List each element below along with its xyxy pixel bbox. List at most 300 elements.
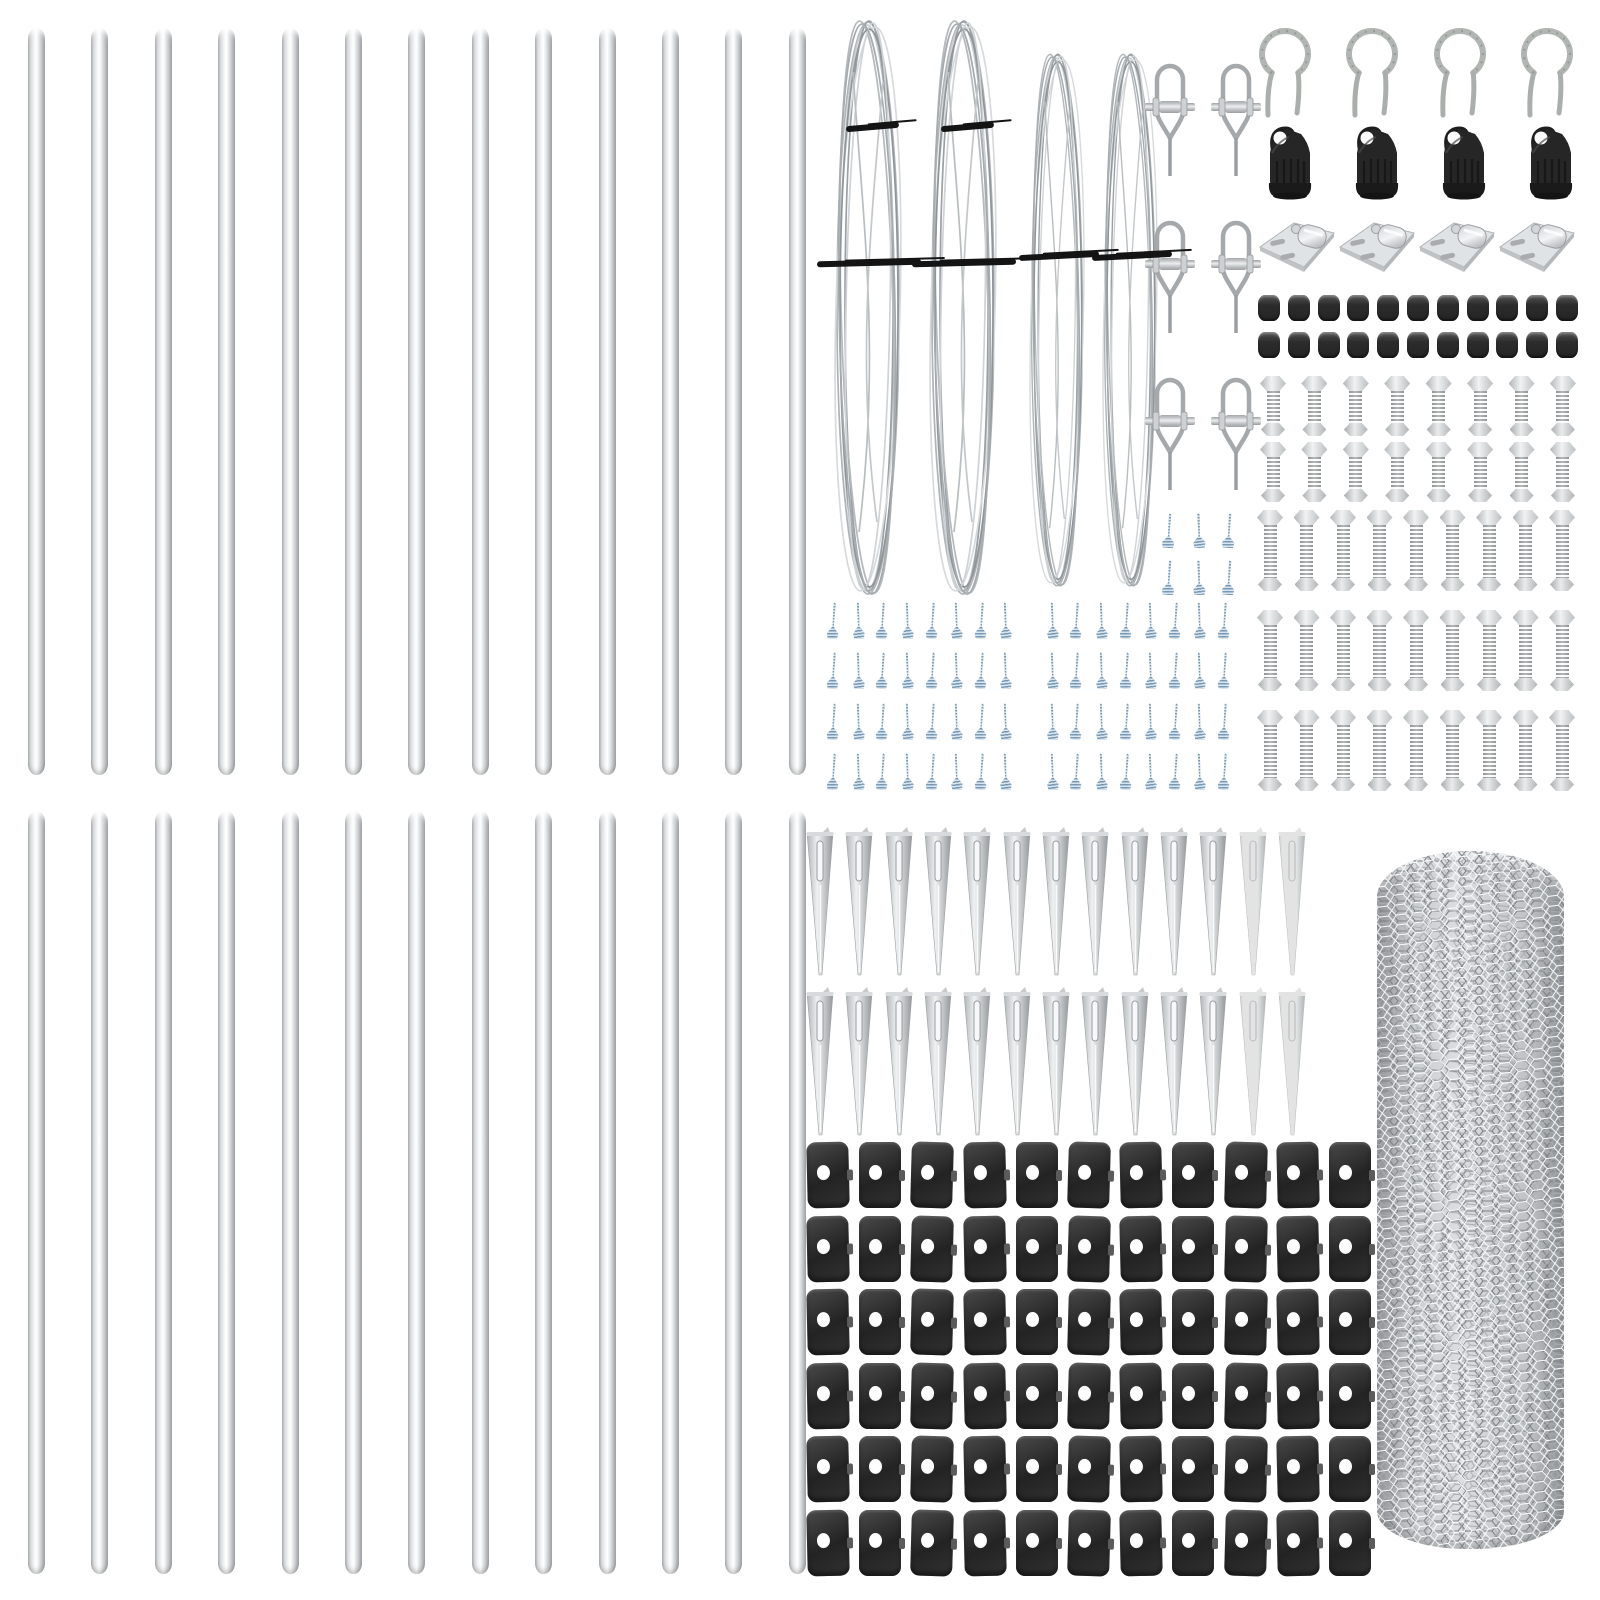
rubber-end-cap xyxy=(1407,332,1429,358)
self-tapping-screw xyxy=(1191,560,1206,595)
self-tapping-screw xyxy=(1143,602,1157,639)
bolt-head xyxy=(1301,376,1327,391)
ground-anchor-spike xyxy=(1002,987,1032,1137)
mesh-fixing-clip xyxy=(1119,1141,1163,1208)
fence-post xyxy=(599,28,616,775)
bolt-head xyxy=(1550,442,1576,457)
hex-bolt xyxy=(1476,610,1502,691)
pigtail-hook xyxy=(1343,28,1401,118)
ground-spike-group-row xyxy=(805,987,1307,1137)
self-tapping-screw xyxy=(1069,702,1085,740)
self-tapping-screw xyxy=(999,602,1013,639)
mesh-fixing-clip xyxy=(1172,1216,1214,1282)
ground-anchor-spike xyxy=(844,987,874,1137)
mesh-fixing-clip xyxy=(1329,1289,1371,1355)
hex-bolt xyxy=(1509,376,1535,436)
ground-anchor-spike xyxy=(805,987,835,1137)
hex-bolt xyxy=(1294,710,1320,791)
bolt-head xyxy=(1509,442,1535,457)
ground-anchor-spike xyxy=(923,987,953,1137)
bolt-head xyxy=(1367,610,1393,625)
mesh-fixing-clip xyxy=(1016,1510,1058,1576)
tension-wire-coil-small-1 xyxy=(1025,46,1089,595)
hex-mesh-texture xyxy=(1377,851,1564,1549)
roller-base-plate xyxy=(1258,217,1336,279)
hex-bolt xyxy=(1330,710,1356,791)
mesh-fixing-clip xyxy=(1224,1215,1268,1282)
fence-post xyxy=(408,28,425,775)
mesh-fixing-clip xyxy=(963,1215,1007,1282)
ground-anchor-spike xyxy=(1120,987,1150,1137)
bolt-nut xyxy=(1331,678,1355,691)
self-tapping-screw xyxy=(1094,602,1108,639)
hex-bolt xyxy=(1367,710,1393,791)
fence-post xyxy=(789,811,806,1574)
bolt-shaft xyxy=(1556,625,1569,678)
bolt-shaft xyxy=(1391,391,1404,423)
ground-anchor-spike xyxy=(805,827,835,977)
wire-tensioner xyxy=(1210,219,1262,337)
mesh-fixing-clip xyxy=(1276,1362,1320,1429)
self-tapping-screw xyxy=(949,702,963,739)
self-tapping-screw xyxy=(924,652,940,690)
hex-bolt xyxy=(1367,510,1393,591)
bolt-nut xyxy=(1331,778,1355,791)
self-tapping-screw xyxy=(1069,602,1085,640)
rubber-end-cap xyxy=(1347,332,1369,358)
mesh-fixing-clip xyxy=(859,1363,901,1429)
tension-wire-coil-large-1 xyxy=(829,12,907,604)
mesh-fixing-clip xyxy=(806,1215,850,1282)
hex-bolt xyxy=(1509,442,1535,502)
self-tapping-screw xyxy=(826,602,842,640)
rubber-end-cap xyxy=(1288,295,1310,321)
roller-base-plate xyxy=(1498,217,1576,279)
self-tapping-screw xyxy=(949,652,963,689)
bolt-head xyxy=(1330,610,1356,625)
self-tapping-screw xyxy=(1094,652,1108,689)
bolt-nut xyxy=(1468,489,1492,502)
bolt-shaft xyxy=(1483,725,1496,778)
bolt-nut xyxy=(1477,578,1501,591)
bolt-head xyxy=(1343,442,1369,457)
mesh-fixing-clip xyxy=(1329,1216,1371,1282)
hex-bolt xyxy=(1550,442,1576,502)
self-tapping-screw xyxy=(1118,652,1134,690)
bolt-nut xyxy=(1477,778,1501,791)
bolt-nut xyxy=(1385,489,1409,502)
bolt-nut xyxy=(1368,678,1392,691)
hex-bolt xyxy=(1367,610,1393,691)
bolt-shaft xyxy=(1264,725,1277,778)
self-tapping-screw xyxy=(826,652,842,690)
wire-coil xyxy=(829,12,907,604)
bolt-nut xyxy=(1261,423,1285,436)
hex-bolt xyxy=(1257,510,1283,591)
bolt-nut xyxy=(1427,489,1451,502)
spike-slot xyxy=(1014,1001,1020,1041)
self-tapping-screw xyxy=(851,753,865,790)
bolt-head xyxy=(1260,442,1286,457)
hex-bolt xyxy=(1549,610,1575,691)
hex-bolt xyxy=(1343,376,1369,436)
group-spacer xyxy=(1024,652,1034,653)
bolt-shaft xyxy=(1337,525,1350,578)
self-tapping-screw xyxy=(1191,513,1206,548)
spike-slot xyxy=(1053,841,1059,881)
bolt-head xyxy=(1509,376,1535,391)
fence-post xyxy=(599,811,616,1574)
spike-slot xyxy=(896,1001,902,1041)
mesh-fixing-clip xyxy=(1172,1510,1214,1576)
rubber-cap-group-row xyxy=(1258,295,1578,321)
self-tapping-screw xyxy=(1193,602,1207,639)
self-tapping-screw xyxy=(1193,753,1207,790)
bolt-nut xyxy=(1302,489,1326,502)
bolt-nut xyxy=(1550,778,1574,791)
bolt-shaft xyxy=(1432,391,1445,423)
self-tapping-screw xyxy=(999,652,1013,689)
bolt-nut xyxy=(1468,423,1492,436)
rubber-end-cap xyxy=(1258,295,1280,321)
bolt-head xyxy=(1257,610,1283,625)
self-tapping-screw xyxy=(851,702,865,739)
self-tapping-screw xyxy=(1094,753,1108,790)
bolt-nut xyxy=(1258,778,1282,791)
bolt-nut xyxy=(1550,578,1574,591)
ground-anchor-spike xyxy=(1120,827,1150,977)
fence-post xyxy=(408,811,425,1574)
bolt-head xyxy=(1294,610,1320,625)
ground-anchor-spike xyxy=(923,827,953,977)
fence-post xyxy=(218,28,235,775)
fence-post xyxy=(662,811,679,1574)
spike-slot xyxy=(974,1001,980,1041)
wire-tensioner-group-row xyxy=(1144,62,1262,180)
hex-bolt xyxy=(1550,376,1576,436)
bolt-shaft xyxy=(1519,625,1532,678)
mesh-fixing-clip xyxy=(806,1436,850,1503)
bolt-nut xyxy=(1550,678,1574,691)
self-tapping-screw xyxy=(1045,652,1059,689)
bolt-shaft xyxy=(1474,457,1487,489)
ground-anchor-spike xyxy=(1238,827,1268,977)
screw-small-group-row xyxy=(1162,513,1236,548)
fence-post xyxy=(472,811,489,1574)
fence-post xyxy=(282,811,299,1574)
screw-main-group-row xyxy=(827,753,1231,790)
spike-slot xyxy=(1132,841,1138,881)
mesh-fixing-clip xyxy=(1172,1142,1214,1208)
bolt-head xyxy=(1440,510,1466,525)
mesh-fixing-clip xyxy=(963,1509,1007,1576)
ground-anchor-spike xyxy=(844,827,874,977)
self-tapping-screw xyxy=(924,702,940,740)
self-tapping-screw xyxy=(973,702,989,740)
bolt-nut xyxy=(1477,678,1501,691)
self-tapping-screw xyxy=(875,652,891,690)
ground-anchor-spike xyxy=(1277,987,1307,1137)
mesh-fixing-clip xyxy=(1016,1289,1058,1355)
bolt-shaft xyxy=(1300,625,1313,678)
mesh-fixing-clip xyxy=(1016,1216,1058,1282)
bolt-shaft xyxy=(1515,391,1528,423)
short-bolt-group-row xyxy=(1260,376,1576,436)
mesh-fixing-clip xyxy=(806,1141,850,1208)
pigtail-hook-group xyxy=(1256,28,1576,120)
screw-main-group-row xyxy=(827,703,1231,740)
mesh-fixing-clip xyxy=(910,1289,954,1356)
rubber-end-cap xyxy=(1258,332,1280,358)
mesh-fixing-clip xyxy=(1224,1362,1268,1429)
mesh-fixing-clip xyxy=(806,1289,850,1356)
ground-anchor-spike xyxy=(1277,827,1307,977)
wire-mesh-roll xyxy=(1377,851,1564,1549)
bolt-shaft xyxy=(1300,525,1313,578)
spike-slot xyxy=(856,841,862,881)
group-spacer xyxy=(1024,602,1034,603)
self-tapping-screw xyxy=(900,702,914,739)
bolt-nut xyxy=(1510,489,1534,502)
spike-slot xyxy=(1014,841,1020,881)
hex-bolt xyxy=(1403,610,1429,691)
self-tapping-screw xyxy=(1118,602,1134,640)
hex-bolt xyxy=(1549,710,1575,791)
mesh-fixing-clip xyxy=(1276,1509,1320,1576)
self-tapping-screw xyxy=(1045,702,1059,739)
bolt-shaft xyxy=(1556,725,1569,778)
bolt-head xyxy=(1294,510,1320,525)
mesh-clip-group-row xyxy=(807,1510,1371,1576)
bolt-nut xyxy=(1551,489,1575,502)
mesh-fixing-clip xyxy=(1329,1363,1371,1429)
bolt-nut xyxy=(1404,778,1428,791)
bolt-head xyxy=(1426,376,1452,391)
hex-bolt xyxy=(1476,510,1502,591)
mesh-fixing-clip xyxy=(1119,1289,1163,1356)
hex-bolt xyxy=(1294,510,1320,591)
spike-slot xyxy=(974,841,980,881)
long-bolt-group-row xyxy=(1257,510,1575,591)
self-tapping-screw xyxy=(875,602,891,640)
hex-bolt xyxy=(1426,376,1452,436)
bolt-head xyxy=(1440,610,1466,625)
bolt-head xyxy=(1513,610,1539,625)
ground-anchor-spike xyxy=(1159,987,1189,1137)
wire-tensioner xyxy=(1144,219,1196,337)
rubber-end-cap xyxy=(1407,295,1429,321)
bolt-head xyxy=(1467,442,1493,457)
hex-bolt xyxy=(1549,510,1575,591)
short-bolt-group xyxy=(1260,376,1576,502)
hex-bolt xyxy=(1330,510,1356,591)
bolt-head xyxy=(1384,442,1410,457)
hex-bolt xyxy=(1440,610,1466,691)
hex-bolt xyxy=(1257,610,1283,691)
bolt-nut xyxy=(1510,423,1534,436)
bolt-nut xyxy=(1427,423,1451,436)
bolt-shaft xyxy=(1483,525,1496,578)
long-bolt-group xyxy=(1257,510,1575,791)
ground-anchor-spike xyxy=(1159,827,1189,977)
bolt-nut xyxy=(1302,423,1326,436)
hex-bolt xyxy=(1330,610,1356,691)
mesh-fixing-clip xyxy=(1067,1436,1111,1503)
ground-anchor-spike xyxy=(1238,987,1268,1137)
short-bolt-group-row xyxy=(1260,442,1576,502)
rubber-end-cap xyxy=(1318,332,1340,358)
mesh-fixing-clip xyxy=(806,1509,850,1576)
mesh-fixing-clip xyxy=(1276,1436,1320,1503)
self-tapping-screw xyxy=(1069,652,1085,690)
mesh-fixing-clip xyxy=(1276,1215,1320,1282)
bolt-head xyxy=(1260,376,1286,391)
bolt-head xyxy=(1476,610,1502,625)
pigtail-hook xyxy=(1431,28,1489,118)
mesh-fixing-clip xyxy=(910,1436,954,1503)
bolt-head xyxy=(1513,510,1539,525)
bolt-shaft xyxy=(1391,457,1404,489)
self-tapping-screw xyxy=(900,753,914,790)
bolt-head xyxy=(1403,510,1429,525)
hex-bolt xyxy=(1403,710,1429,791)
fence-post xyxy=(91,811,108,1574)
screw-main-group-row xyxy=(827,602,1231,639)
self-tapping-screw xyxy=(924,602,940,640)
mesh-fixing-clip xyxy=(1329,1436,1371,1502)
rubber-end-cap xyxy=(1556,295,1578,321)
hex-bolt xyxy=(1467,442,1493,502)
bolt-nut xyxy=(1441,678,1465,691)
ground-anchor-spike xyxy=(962,987,992,1137)
self-tapping-screw xyxy=(1217,652,1233,690)
bolt-shaft xyxy=(1267,391,1280,423)
base-plate-group-row xyxy=(1258,217,1576,279)
roller-base-plate xyxy=(1338,217,1416,279)
spike-slot xyxy=(1132,1001,1138,1041)
bolt-shaft xyxy=(1373,525,1386,578)
fence-post xyxy=(28,28,45,775)
fence-post xyxy=(345,28,362,775)
post-cap-group xyxy=(1259,121,1578,201)
mesh-fixing-clip xyxy=(1119,1362,1163,1429)
bolt-nut xyxy=(1344,489,1368,502)
pigtail-hook xyxy=(1518,28,1576,118)
self-tapping-screw xyxy=(851,602,865,639)
spike-slot xyxy=(817,841,823,881)
mesh-fixing-clip xyxy=(1067,1141,1111,1208)
rubber-end-cap xyxy=(1496,332,1518,358)
ground-spike-group xyxy=(805,827,1307,1137)
mesh-fixing-clip xyxy=(1172,1436,1214,1502)
mesh-fixing-clip xyxy=(1172,1363,1214,1429)
bolt-shaft xyxy=(1556,525,1569,578)
self-tapping-screw xyxy=(900,652,914,689)
spike-slot xyxy=(1210,841,1216,881)
mesh-clip-group-row xyxy=(807,1216,1371,1282)
post-cap xyxy=(1520,121,1578,201)
post-bundle-bottom xyxy=(28,811,806,1574)
hex-bolt xyxy=(1384,376,1410,436)
wire-tensioner xyxy=(1210,62,1262,180)
bolt-shaft xyxy=(1337,625,1350,678)
bolt-head xyxy=(1476,710,1502,725)
spike-slot xyxy=(935,1001,941,1041)
bolt-head xyxy=(1330,510,1356,525)
mesh-clip-group-row xyxy=(807,1363,1371,1429)
spike-slot xyxy=(817,1001,823,1041)
rubber-end-cap xyxy=(1377,295,1399,321)
mesh-fixing-clip xyxy=(1016,1363,1058,1429)
spike-slot xyxy=(1171,841,1177,881)
bolt-shaft xyxy=(1556,457,1569,489)
bolt-nut xyxy=(1295,578,1319,591)
bolt-shaft xyxy=(1349,457,1362,489)
tension-wire-coil-large-2 xyxy=(924,12,1002,604)
spike-slot xyxy=(1171,1001,1177,1041)
bolt-nut xyxy=(1514,678,1538,691)
bolt-shaft xyxy=(1515,457,1528,489)
bolt-nut xyxy=(1368,578,1392,591)
spike-slot xyxy=(1289,841,1295,881)
bolt-shaft xyxy=(1446,725,1459,778)
fence-post xyxy=(535,811,552,1574)
group-spacer xyxy=(1024,753,1034,754)
hex-bolt xyxy=(1301,442,1327,502)
fence-post xyxy=(345,811,362,1574)
ground-anchor-spike xyxy=(1198,987,1228,1137)
mesh-fixing-clip xyxy=(1119,1509,1163,1576)
mesh-fixing-clip xyxy=(1016,1436,1058,1502)
bolt-head xyxy=(1343,376,1369,391)
fence-post xyxy=(725,28,742,775)
hex-bolt xyxy=(1513,610,1539,691)
mesh-fixing-clip xyxy=(1067,1509,1111,1576)
self-tapping-screw xyxy=(1217,753,1233,791)
spike-slot xyxy=(1250,1001,1256,1041)
fence-post xyxy=(282,28,299,775)
post-cap xyxy=(1346,121,1404,201)
self-tapping-screw xyxy=(1094,702,1108,739)
fence-post xyxy=(155,28,172,775)
mesh-fixing-clip xyxy=(859,1216,901,1282)
mesh-fixing-clip xyxy=(910,1141,954,1208)
self-tapping-screw xyxy=(1161,560,1177,596)
mesh-fixing-clip xyxy=(910,1509,954,1576)
rubber-cap-group-row xyxy=(1258,332,1578,358)
bolt-shaft xyxy=(1483,625,1496,678)
group-spacer xyxy=(1024,703,1034,704)
self-tapping-screw xyxy=(949,602,963,639)
hex-bolt xyxy=(1257,710,1283,791)
screw-small-group xyxy=(1162,513,1236,595)
bolt-shaft xyxy=(1349,391,1362,423)
bolt-shaft xyxy=(1410,525,1423,578)
mesh-clip-group xyxy=(807,1142,1371,1576)
self-tapping-screw xyxy=(826,702,842,740)
rubber-end-cap xyxy=(1496,295,1518,321)
hex-bolt xyxy=(1343,442,1369,502)
wire-tensioner xyxy=(1144,62,1196,180)
self-tapping-screw xyxy=(973,652,989,690)
post-cap xyxy=(1433,121,1491,201)
rubber-end-cap xyxy=(1467,295,1489,321)
spike-slot xyxy=(896,841,902,881)
mesh-fixing-clip xyxy=(1329,1142,1371,1208)
self-tapping-screw xyxy=(1167,602,1183,640)
pigtail-hook xyxy=(1256,28,1314,118)
mesh-fixing-clip xyxy=(963,1141,1007,1208)
